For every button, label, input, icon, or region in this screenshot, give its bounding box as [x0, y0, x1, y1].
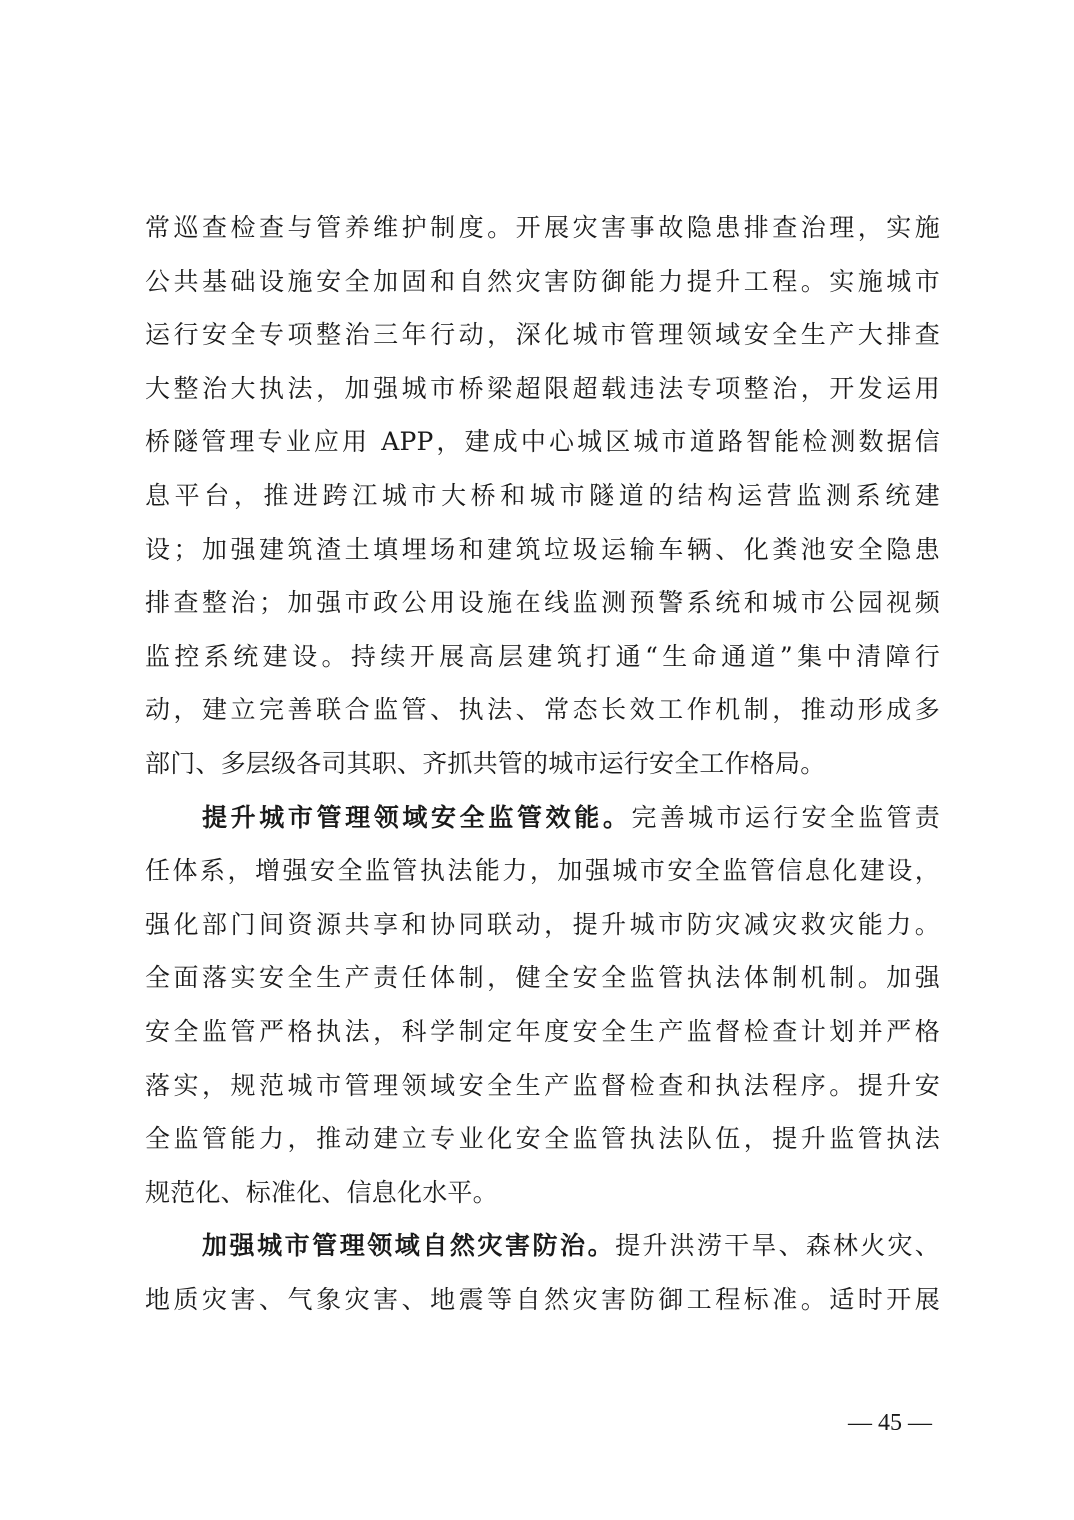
text-line: 地质灾害、气象灾害、地震等自然灾害防御工程标准。适时开展: [145, 1284, 940, 1314]
text-line: 部门、多层级各司其职、齐抓共管的城市运行安全工作格局。: [145, 748, 826, 778]
text-line: 强化部门间资源共享和协同联动，提升城市防灾减灾救灾能力。: [145, 909, 940, 939]
text-line: 任体系，增强安全监管执法能力，加强城市安全监管信息化建设，: [145, 856, 940, 886]
page-number: — 45 —: [848, 1410, 932, 1436]
text-line: 规范化、标准化、信息化水平。: [145, 1177, 498, 1207]
page-body: [145, 201, 940, 1326]
text-line: 动，建立完善联合监管、执法、常态长效工作机制，推动形成多: [145, 695, 940, 725]
text-line: 运行安全专项整治三年行动，深化城市管理领域安全生产大排查: [145, 320, 940, 350]
text-line: 桥隧管理专业应用 APP，建成中心城区城市道路智能检测数据信: [145, 427, 940, 457]
paragraph-first-line-text: 完善城市运行安全监管责: [631, 802, 940, 832]
paragraph-2: [145, 791, 940, 1220]
text-line: 常巡查检查与管养维护制度。开展灾害事故隐患排查治理，实施: [145, 213, 940, 242]
text-line: 全监管能力，推动建立专业化安全监管执法队伍，提升监管执法: [145, 1124, 940, 1154]
paragraph-first-line-text: 提升洪涝干旱、森林火灾、: [615, 1231, 940, 1261]
text-line: 落实，规范城市管理领域安全生产监督检查和执法程序。提升安: [145, 1070, 940, 1100]
paragraph-lead-heading: 加强城市管理领域自然灾害防治。: [202, 1231, 616, 1261]
text-line: 公共基础设施安全加固和自然灾害防御能力提升工程。实施城市: [145, 266, 940, 296]
text-line: 监控系统建设。持续开展高层建筑打通“生命通道”集中清障行: [145, 641, 940, 671]
text-line: 息平台，推进跨江城市大桥和城市隧道的结构运营监测系统建: [145, 480, 940, 510]
paragraph-1: [145, 201, 940, 791]
text-line: 设；加强建筑渣土填埋场和建筑垃圾运输车辆、化粪池安全隐患: [145, 534, 940, 564]
paragraph-first-line: [145, 1219, 940, 1273]
paragraph-lead-heading: 提升城市管理领域安全监管效能。: [202, 802, 632, 832]
paragraph-first-line: [145, 791, 940, 845]
text-line: 排查整治；加强市政公用设施在线监测预警系统和城市公园视频: [145, 588, 940, 618]
paragraph-3: [145, 1219, 940, 1326]
text-line: 全面落实安全生产责任体制，健全安全监管执法体制机制。加强: [145, 963, 940, 993]
text-line: 大整治大执法，加强城市桥梁超限超载违法专项整治，开发运用: [145, 373, 940, 403]
text-line: 安全监管严格执法，科学制定年度安全生产监督检查计划并严格: [145, 1016, 940, 1046]
